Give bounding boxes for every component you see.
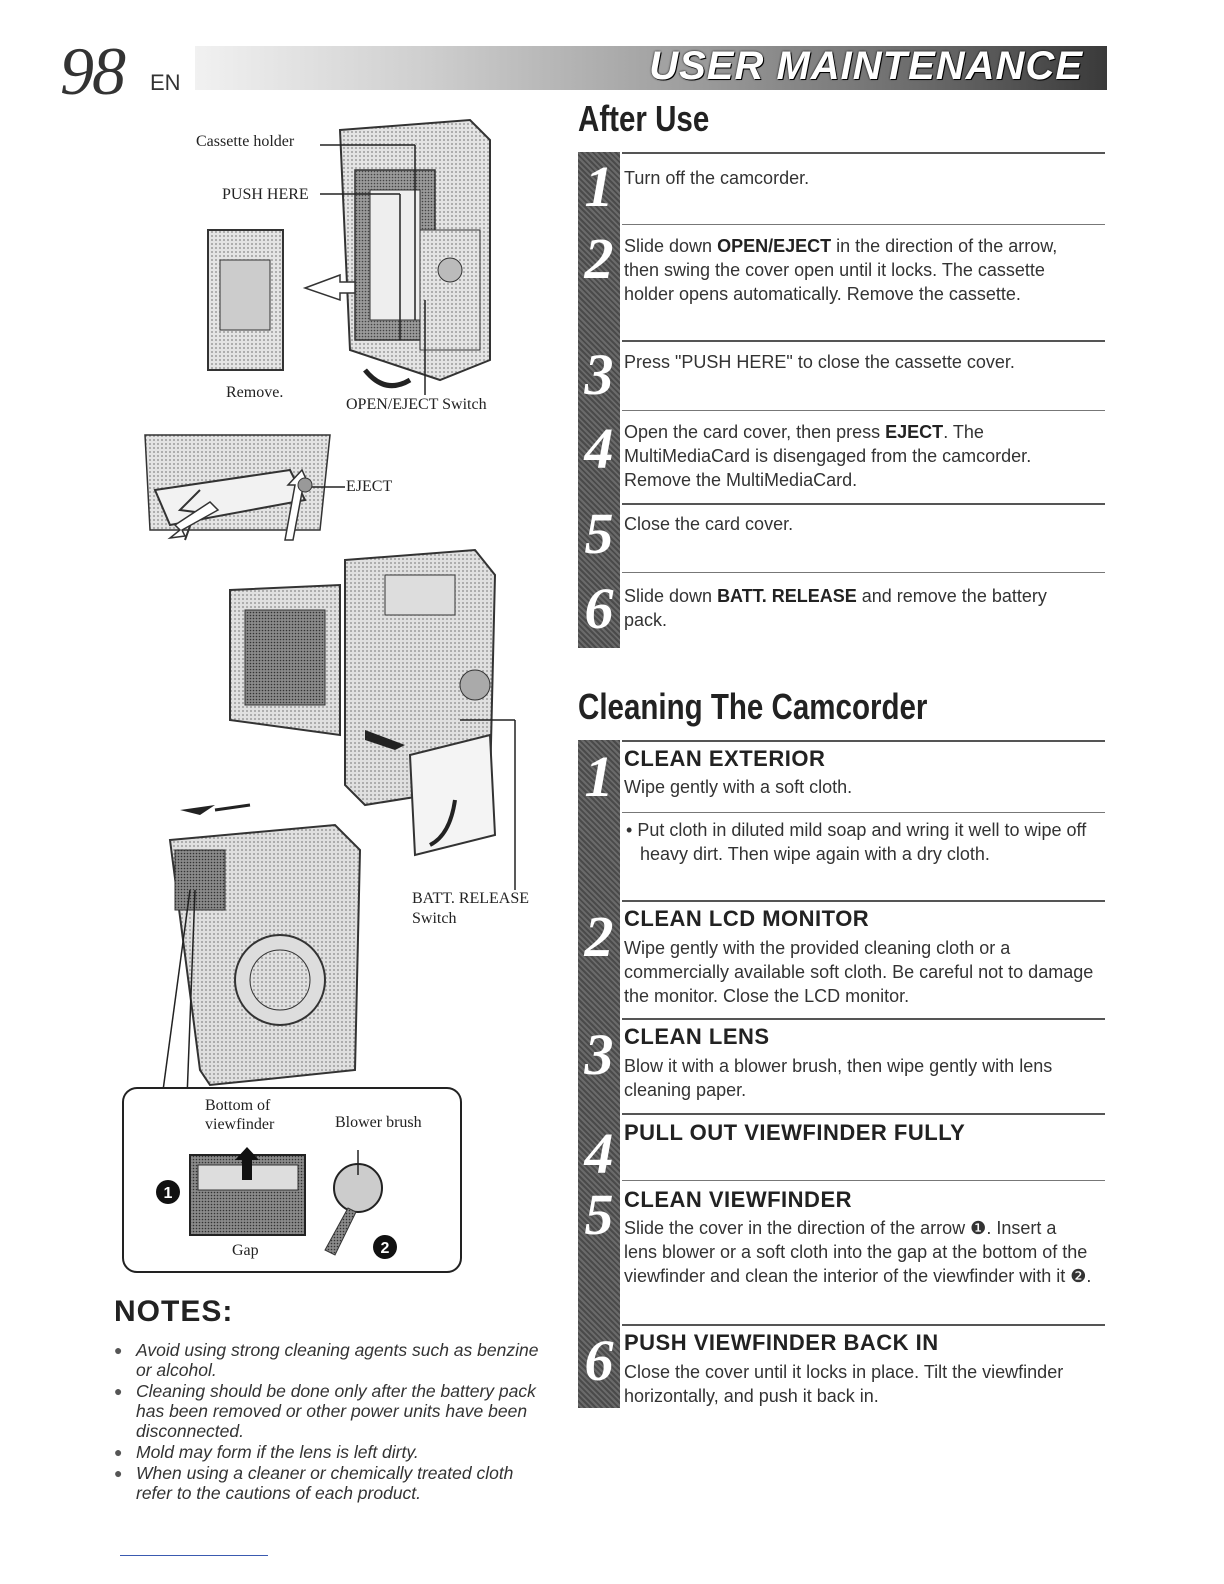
after-use-step-2: Slide down OPEN/EJECT in the direction of the arrow, then swing the cover open until it locks. The cassette holder opens automatically. Remove the cassette.: [624, 236, 1058, 304]
note-item: ● Mold may form if the lens is left dirty.: [112, 1442, 542, 1462]
divider: [622, 900, 1105, 902]
after-use-title: After Use: [578, 98, 710, 139]
divider: [622, 1324, 1105, 1326]
svg-text:1: 1: [163, 1185, 173, 1202]
divider: [622, 1113, 1105, 1115]
step-number: 4: [584, 416, 614, 481]
divider: [622, 152, 1105, 154]
clean-exterior-text: Wipe gently with a soft cloth.: [624, 777, 853, 797]
card-eject-illustration: [140, 430, 360, 550]
after-use-step-6: Slide down BATT. RELEASE and remove the battery pack.: [624, 586, 1047, 630]
page-language: EN: [150, 70, 181, 95]
step-number: 4: [584, 1121, 614, 1186]
page-number: 98: [60, 33, 124, 109]
notes-title: NOTES:: [114, 1295, 234, 1328]
clean-lcd-text: Wipe gently with the provided cleaning cloth or a commercially available soft cloth. Be careful not to damage the monitor. Close the LCD monitor.: [624, 938, 1094, 1006]
step-number: 6: [584, 1328, 614, 1393]
push-viewfinder-heading: PUSH VIEWFINDER BACK IN: [624, 1330, 939, 1355]
step-number: 2: [584, 904, 614, 969]
divider: [622, 812, 1105, 813]
label-cassette-holder: Cassette holder: [196, 133, 295, 150]
label-open-eject-switch: OPEN/EJECT Switch: [346, 396, 487, 413]
note-item: ● When using a cleaner or chemically treated cloth refer to the cautions of each product.: [112, 1463, 542, 1503]
label-bottom-of-line2: viewfinder: [205, 1116, 275, 1133]
divider: [622, 572, 1105, 573]
label-push-here: PUSH HERE: [222, 186, 309, 203]
svg-text:2: 2: [380, 1240, 390, 1257]
label-remove: Remove.: [226, 384, 284, 401]
note-item: ● Avoid using strong cleaning agents such as benzine or alcohol.: [112, 1340, 542, 1380]
clean-viewfinder-text: Slide the cover in the direction of the arrow ❶. Insert a lens blower or a soft cloth into the gap at the bottom of the viewfinder and clean the interior of the viewfinder with it ❷.: [624, 1218, 1092, 1286]
step-number: 2: [584, 226, 614, 291]
label-bottom-of-line1: Bottom of: [205, 1097, 271, 1114]
label-batt-release-line2: Switch: [412, 910, 457, 927]
divider: [622, 503, 1105, 505]
divider: [622, 410, 1105, 411]
divider: [622, 1180, 1105, 1181]
clean-viewfinder-heading: CLEAN VIEWFINDER: [624, 1187, 852, 1212]
cassette-illustration: [190, 110, 520, 420]
pull-out-viewfinder-heading: PULL OUT VIEWFINDER FULLY: [624, 1120, 966, 1145]
step-number: 3: [584, 342, 614, 407]
step-number: 1: [584, 744, 614, 809]
section-title: USER MAINTENANCE: [649, 44, 1083, 88]
clean-lens-text: Blow it with a blower brush, then wipe gently with lens cleaning paper.: [624, 1056, 1053, 1100]
step-number: 5: [584, 501, 614, 566]
step-number: 5: [584, 1182, 614, 1247]
label-batt-release-line1: BATT. RELEASE: [412, 890, 530, 907]
clean-exterior-subnote: • Put cloth in diluted mild soap and wring it well to wipe off heavy dirt. Then wipe again with a dry cloth.: [626, 820, 1087, 864]
divider: [622, 1018, 1105, 1020]
after-use-step-3: Press "PUSH HERE" to close the cassette cover.: [624, 352, 1015, 372]
cleaning-title: Cleaning The Camcorder: [578, 686, 928, 727]
notes-list: [112, 1340, 542, 1504]
clean-exterior-heading: CLEAN EXTERIOR: [624, 746, 826, 771]
footer-rule: [120, 1555, 268, 1556]
page-header: [0, 33, 1110, 109]
step-number: 6: [584, 576, 614, 641]
divider: [622, 740, 1105, 742]
label-eject: EJECT: [346, 478, 393, 495]
after-use-step-5: Close the card cover.: [624, 514, 794, 534]
after-use-step-4: Open the card cover, then press EJECT. The MultiMediaCard is disengaged from the camcorder. Remove the MultiMediaCard.: [624, 422, 1032, 490]
divider: [622, 340, 1105, 342]
push-viewfinder-text: Close the cover until it locks in place. Tilt the viewfinder horizontally, and push it back in.: [624, 1362, 1064, 1406]
viewfinder-illustration: [120, 780, 465, 1280]
label-gap: Gap: [232, 1242, 259, 1259]
divider: [622, 224, 1105, 225]
clean-lens-heading: CLEAN LENS: [624, 1024, 770, 1049]
after-use-step-1: Turn off the camcorder.: [624, 168, 810, 188]
step-number: 3: [584, 1022, 614, 1087]
bullet-icon: •: [626, 820, 638, 840]
clean-lcd-heading: CLEAN LCD MONITOR: [624, 906, 870, 931]
step-number: 1: [584, 154, 614, 219]
note-item: ● Cleaning should be done only after the battery pack has been removed or other power units have been disconnected.: [112, 1381, 542, 1441]
section-banner: [195, 46, 1107, 90]
label-blower-brush: Blower brush: [335, 1114, 422, 1131]
